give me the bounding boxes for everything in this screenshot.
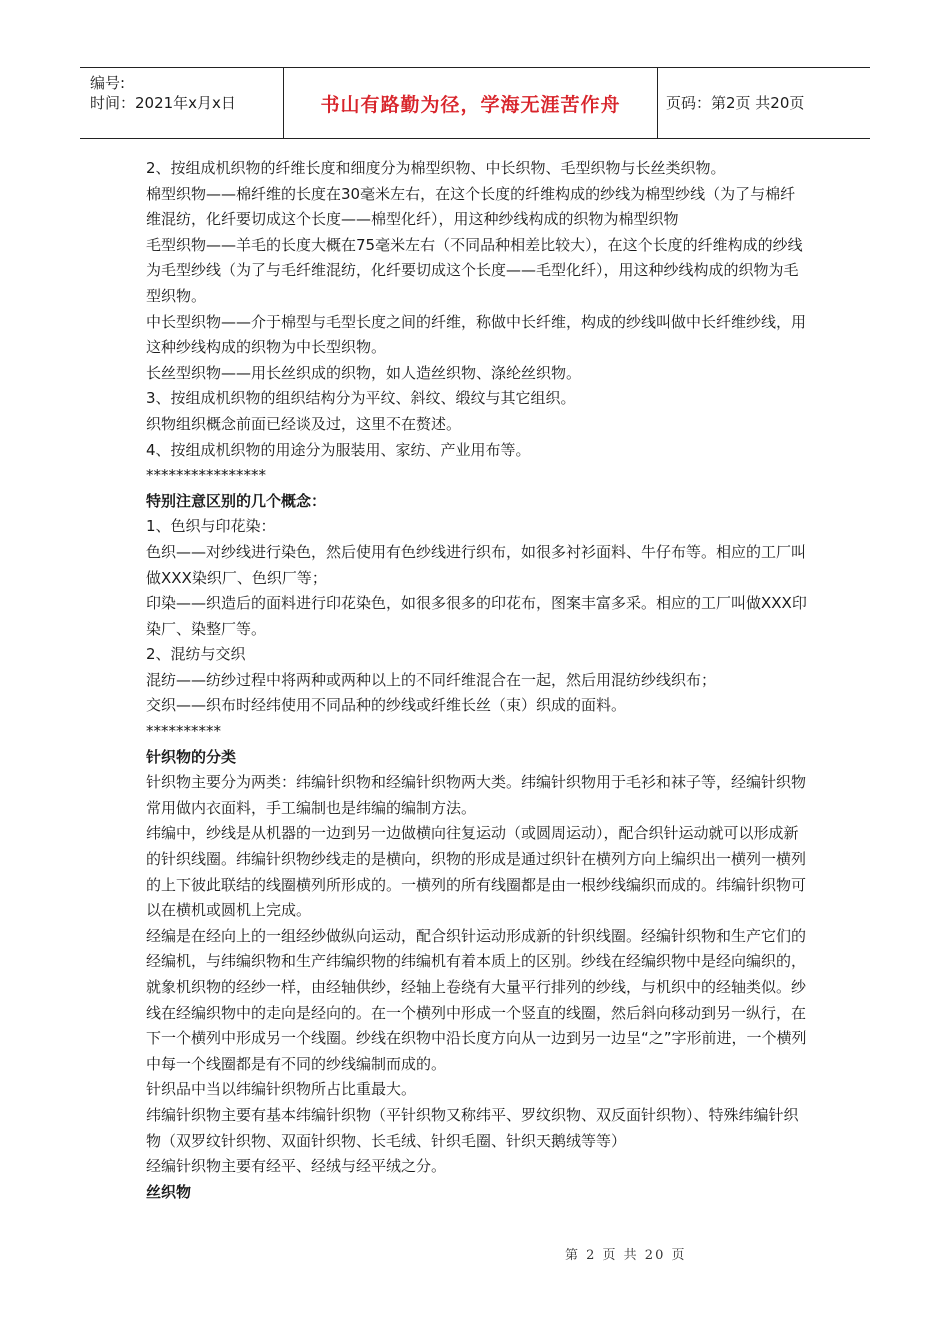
serial-label: 编号: <box>90 74 126 92</box>
page-footer: 第 2 页 共 20 页 <box>565 1248 687 1263</box>
body-paragraph: 2、按组成机织物的纤维长度和细度分为棉型织物、中长织物、毛型织物与长丝类织物。 <box>146 159 726 177</box>
section-heading: 特别注意区别的几个概念： <box>146 491 327 510</box>
body-paragraph: 纬编中，纱线是从机器的一边到另一边做横向往复运动（或圆周运动），配合织针运动就可以形成新的针织线圈。纬编针织物纱线走的是横向，织物的形成是通过织针在横列方向上编织出一横列一横列的上下彼此联结的线圈横列所形成的。一横列的所有线圈都是由一根纱线编织而成的。纬编针织物可以在横机或圆机上完成。 <box>146 824 807 920</box>
body-paragraph: 4、按组成机织物的用途分为服装用、家纺、产业用布等。 <box>146 440 531 459</box>
body-paragraph: 印染——织造后的面料进行印花染色，如很多很多的印花布，图案丰富多采。相应的工厂叫做XXX印染厂、染整厂等。 <box>146 594 807 638</box>
motto-text: 书山有路勤为径，学海无涯苦作舟 <box>320 94 621 116</box>
section-heading: 针织物的分类 <box>146 747 237 766</box>
body-paragraph: 1、色织与印花染： <box>146 517 276 536</box>
body-paragraph: 针织品中当以纬编针织物所占比重最大。 <box>146 1080 417 1099</box>
body-paragraph: 纬编针织物主要有基本纬编针织物（平针织物又称纬平、罗纹织物、双反面针织物）、特殊纬编针织物（双罗纹针织物、双面针织物、长毛绒、针织毛圈、针织天鹅绒等等） <box>146 1105 799 1150</box>
header-page-label: 页码：第2页 共20页 <box>666 94 805 112</box>
date-label: 时间：2021年x月x日 <box>90 94 236 112</box>
body-paragraph: ********** <box>146 722 221 741</box>
body-paragraph: 经编针织物主要有经平、经绒与经平绒之分。 <box>146 1157 447 1176</box>
body-paragraph: 2、混纺与交织 <box>146 645 246 664</box>
body-paragraph: 3、按组成机织物的组织结构分为平纹、斜纹、缎纹与其它组织。 <box>146 389 576 408</box>
header-motto-cell <box>284 68 658 138</box>
body-paragraph: 中长型织物——介于棉型与毛型长度之间的纤维，称做中长纤维，构成的纱线叫做中长纤维纱线，用这种纱线构成的织物为中长型织物。 <box>146 312 807 357</box>
body-paragraph: 棉型织物——棉纤维的长度在30毫米左右，在这个长度的纤维构成的纱线为棉型纱线（为了与棉纤维混纺，化纤要切成这个长度——棉型化纤），用这种纱线构成的织物为棉型织物 <box>146 184 796 229</box>
body-paragraph: 混纺——纺纱过程中将两种或两种以上的不同纤维混合在一起，然后用混纺纱线织布； <box>146 670 717 689</box>
section-heading: 丝织物 <box>146 1182 192 1201</box>
document-body <box>146 156 810 1205</box>
page-header <box>80 67 870 139</box>
body-paragraph: 经编是在经向上的一组经纱做纵向运动，配合织针运动形成新的针织线圈。经编针织物和生产它们的经编机，与纬编织物和生产纬编织物的纬编机有着本质上的区别。纱线在经编织物中是经向编织的，就象机织物的经纱一样，由经轴供纱，经轴上卷绕有大量平行排列的纱线，与机织中的经轴类似。纱线在经编织物中的走向是经向的。在一个横列中形成一个竖直的线圈，然后斜向移动到另一纵行，在下一个横列中形成另一个线圈。纱线在织物中沿长度方向从一边到另一边呈“之”字形前进，一个横列中每一个线圈都是有不同的纱线编制而成的。 <box>146 926 807 1073</box>
body-paragraph: 织物组织概念前面已经谈及过，这里不在赘述。 <box>146 414 462 433</box>
body-paragraph: 长丝型织物——用长丝织成的织物，如人造丝织物、涤纶丝织物。 <box>146 363 582 382</box>
header-meta-cell <box>80 68 284 138</box>
body-paragraph: **************** <box>146 466 266 485</box>
body-paragraph: 色织——对纱线进行染色，然后使用有色纱线进行织布，如很多衬衫面料、牛仔布等。相应的工厂叫做XXX染织厂、色织厂等； <box>146 542 807 587</box>
body-paragraph: 毛型织物——羊毛的长度大概在75毫米左右（不同品种相差比较大），在这个长度的纤维构成的纱线为毛型纱线（为了与毛纤维混纺，化纤要切成这个长度——毛型化纤），用这种纱线构成的织物为毛型织物。 <box>146 235 803 305</box>
header-page-cell <box>658 68 870 138</box>
body-paragraph: 针织物主要分为两类：纬编针织物和经编针织物两大类。纬编针织物用于毛衫和袜子等，经编针织物常用做内衣面料，手工编制也是纬编的编制方法。 <box>146 773 807 817</box>
body-paragraph: 交织——织布时经纬使用不同品种的纱线或纤维长丝（束）织成的面料。 <box>146 696 627 715</box>
